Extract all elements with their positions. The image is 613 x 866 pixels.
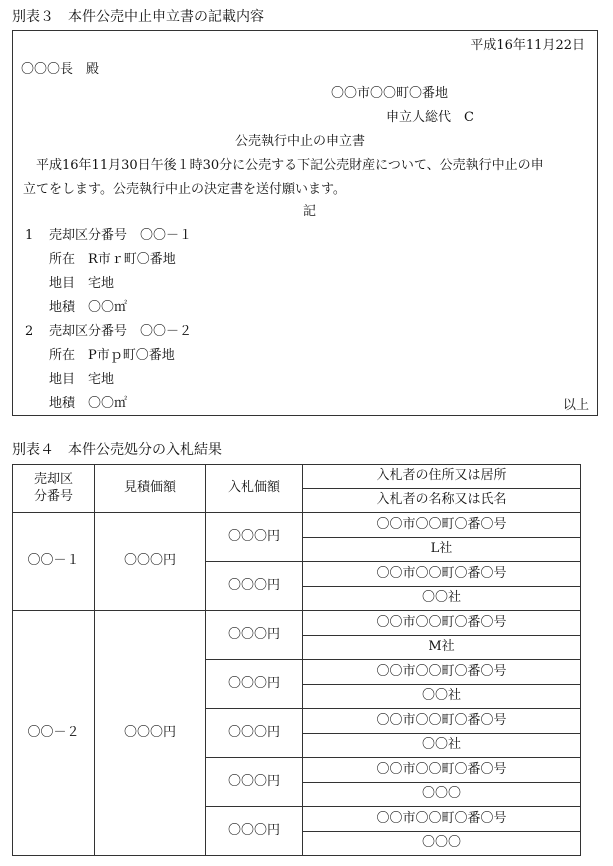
table4-caption: 別表４ 本件公売処分の入札結果 bbox=[12, 442, 222, 458]
bidder-address-cell: 〇〇市〇〇町〇番〇号 bbox=[303, 562, 581, 587]
bid-price-cell: 〇〇〇円 bbox=[206, 807, 303, 856]
bid-price-cell: 〇〇〇円 bbox=[206, 562, 303, 611]
bidder-name-cell: 〇〇社 bbox=[303, 586, 581, 611]
item-location: 所在 R市ｒ町〇番地 bbox=[49, 252, 176, 267]
bidder-name-cell: 〇〇社 bbox=[303, 733, 581, 758]
lot-number-cell: 〇〇－２ bbox=[13, 611, 95, 856]
bidder-address-cell: 〇〇市〇〇町〇番〇号 bbox=[303, 660, 581, 685]
table3-caption: 別表３ 本件公売中止申立書の記載内容 bbox=[12, 9, 264, 25]
item-lot-number: 売却区分番号 〇〇－２ bbox=[49, 324, 193, 339]
table-row bbox=[13, 611, 581, 636]
item-number: 2 bbox=[25, 324, 34, 339]
document-end-mark: 以上 bbox=[562, 398, 589, 413]
bidder-name-cell: M社 bbox=[303, 635, 581, 660]
bid-price-cell: 〇〇〇円 bbox=[206, 758, 303, 807]
header-bid-price: 入札価額 bbox=[206, 465, 303, 513]
applicant-address: 〇〇市〇〇町〇番地 bbox=[331, 86, 449, 101]
header-bidder-address: 入札者の住所又は居所 bbox=[303, 465, 581, 489]
bidder-address-cell: 〇〇市〇〇町〇番〇号 bbox=[303, 513, 581, 538]
item-number: 1 bbox=[25, 228, 34, 243]
table-row bbox=[13, 513, 581, 538]
bidder-address-cell: 〇〇市〇〇町〇番〇号 bbox=[303, 807, 581, 832]
lot-number-cell: 〇〇－１ bbox=[13, 513, 95, 611]
item-land-category: 地目 宅地 bbox=[49, 276, 115, 291]
bid-price-cell: 〇〇〇円 bbox=[206, 611, 303, 660]
header-estimate: 見積価額 bbox=[95, 465, 206, 513]
header-lot-number: 売却区 分番号 bbox=[13, 465, 95, 513]
header-bidder-name: 入札者の名称又は氏名 bbox=[303, 489, 581, 513]
estimate-cell: 〇〇〇円 bbox=[95, 611, 206, 856]
bidder-name-cell: 〇〇〇 bbox=[303, 782, 581, 807]
estimate-cell: 〇〇〇円 bbox=[95, 513, 206, 611]
bid-results-table bbox=[12, 464, 581, 856]
document-addressee: 〇〇〇長 殿 bbox=[21, 62, 100, 77]
bid-price-cell: 〇〇〇円 bbox=[206, 513, 303, 562]
document-title: 公売執行中止の申立書 bbox=[235, 134, 366, 149]
bidder-address-cell: 〇〇市〇〇町〇番〇号 bbox=[303, 611, 581, 636]
document-date: 平成16年11月22日 bbox=[470, 38, 585, 53]
bidder-address-cell: 〇〇市〇〇町〇番〇号 bbox=[303, 758, 581, 783]
item-land-category: 地目 宅地 bbox=[49, 372, 115, 387]
item-area: 地積 〇〇㎡ bbox=[49, 300, 128, 315]
ki-heading: 記 bbox=[303, 204, 317, 219]
item-location: 所在 P市ｐ町〇番地 bbox=[49, 348, 175, 363]
bid-price-cell: 〇〇〇円 bbox=[206, 660, 303, 709]
applicant-name: 申立人総代 C bbox=[386, 110, 474, 125]
bidder-name-cell: L社 bbox=[303, 537, 581, 562]
application-document-box bbox=[12, 30, 598, 416]
bidder-name-cell: 〇〇社 bbox=[303, 684, 581, 709]
item-lot-number: 売却区分番号 〇〇－１ bbox=[49, 228, 193, 243]
bidder-name-cell: 〇〇〇 bbox=[303, 831, 581, 856]
item-area: 地積 〇〇㎡ bbox=[49, 396, 128, 411]
document-body-line-1: 平成16年11月30日午後１時30分に公売する下記公売財産について、公売執行中止の申 bbox=[36, 158, 544, 173]
bidder-address-cell: 〇〇市〇〇町〇番〇号 bbox=[303, 709, 581, 734]
bid-price-cell: 〇〇〇円 bbox=[206, 709, 303, 758]
document-body-line-2: 立てをします。公売執行中止の決定書を送付願います。 bbox=[23, 182, 346, 197]
